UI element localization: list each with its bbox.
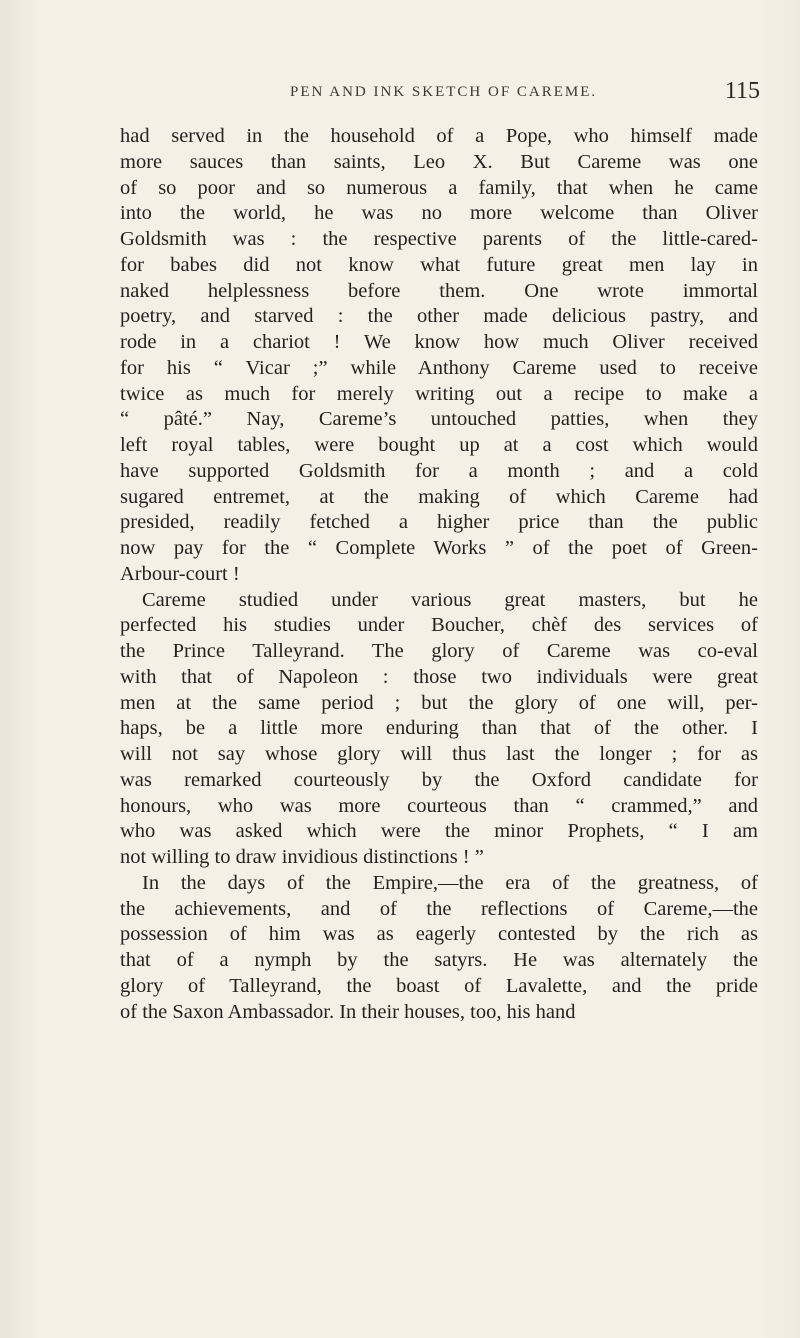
text-line: that of a nymph by the satyrs. He was alternately the xyxy=(120,949,758,971)
text-line: possession of him was as eagerly contested by the rich as xyxy=(120,923,758,946)
text-line: rode in a chariot ! We know how much Oliver received xyxy=(120,331,758,353)
text-line: Careme studied under various great masters, but he xyxy=(142,588,758,611)
text-line: have supported Goldsmith for a month ; and a cold xyxy=(120,459,758,482)
text-line: perfected his studies under Boucher, chèf des services of xyxy=(120,614,758,637)
text-line: “ pâté.” Nay, Careme’s untouched patties, when they xyxy=(120,408,758,431)
text-line: Goldsmith was : the respective parents of the little-cared- xyxy=(120,228,758,250)
text-line: the Prince Talleyrand. The glory of Careme was co-eval xyxy=(120,640,758,662)
text-line: who was asked which were the minor Prophets, “ I am xyxy=(120,820,758,843)
text-line: not willing to draw invidious distinctions ! ” xyxy=(120,846,484,868)
text-line: of so poor and so numerous a family, that when he came xyxy=(120,176,758,199)
text-line: will not say whose glory will thus last the longer ; for as xyxy=(120,743,758,765)
page-number: 115 xyxy=(724,78,760,104)
text-line: sugared entremet, at the making of which Careme had xyxy=(120,485,758,508)
running-title: PEN AND INK SKETCH OF CAREME. xyxy=(290,84,598,100)
text-line: for babes did not know what future great men lay in xyxy=(120,253,758,276)
text-line: for his “ Vicar ;” while Anthony Careme used to receive xyxy=(120,356,758,379)
text-line: Arbour-court ! xyxy=(120,562,240,585)
text-line: was remarked courteously by the Oxford candidate for xyxy=(120,768,758,791)
text-line: more sauces than saints, Leo X. But Careme was one xyxy=(120,150,758,173)
body-text xyxy=(120,124,758,1025)
text-line: with that of Napoleon : those two individuals were great xyxy=(120,665,758,688)
text-line: into the world, he was no more welcome than Oliver xyxy=(120,202,758,225)
text-line: the achievements, and of the reflections of Careme,—the xyxy=(120,897,758,920)
text-line: naked helplessness before them. One wrote immortal xyxy=(120,279,758,302)
text-line: now pay for the “ Complete Works ” of the poet of Green- xyxy=(120,537,758,559)
text-line: twice as much for merely writing out a recipe to make a xyxy=(120,382,758,405)
text-line: honours, who was more courteous than “ crammed,” and xyxy=(120,794,758,817)
text-line: of the Saxon Ambassador. In their houses, too, his hand xyxy=(120,1000,576,1023)
text-line: haps, be a little more enduring than that of the other. I xyxy=(120,717,758,740)
text-line: In the days of the Empire,—the era of the greatness, of xyxy=(142,871,758,894)
text-line: had served in the household of a Pope, who himself made xyxy=(120,125,758,147)
text-line: poetry, and starved : the other made delicious pastry, and xyxy=(120,305,758,328)
text-line: glory of Talleyrand, the boast of Lavalette, and the pride xyxy=(120,974,758,997)
text-line: men at the same period ; but the glory of one will, per- xyxy=(120,691,758,714)
running-head xyxy=(120,78,760,108)
text-line: presided, readily fetched a higher price than the public xyxy=(120,511,758,534)
text-line: left royal tables, were bought up at a cost which would xyxy=(120,434,758,456)
